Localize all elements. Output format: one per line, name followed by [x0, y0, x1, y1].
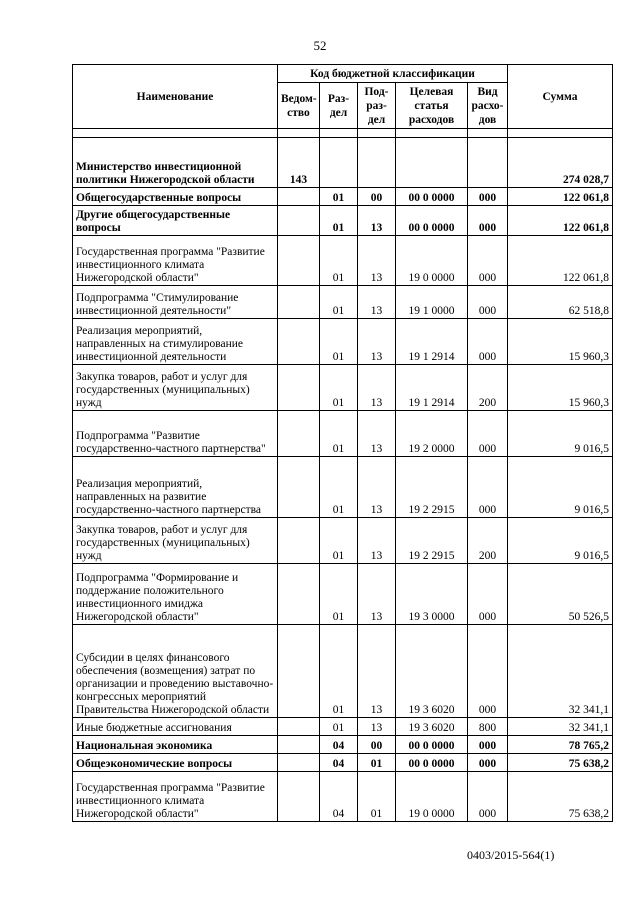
row-vedomstvo [278, 236, 320, 286]
row-expense-type: 000 [468, 411, 508, 457]
row-vedomstvo [278, 286, 320, 319]
row-expense-type: 200 [468, 518, 508, 564]
row-vedomstvo [278, 754, 320, 772]
row-expense-type: 800 [468, 718, 508, 736]
row-razdel: 01 [320, 236, 358, 286]
row-razdel: 04 [320, 772, 358, 822]
row-podrazdel: 13 [358, 457, 396, 518]
row-vedomstvo [278, 518, 320, 564]
row-sum: 62 518,8 [508, 286, 613, 319]
row-sum: 50 526,5 [508, 564, 613, 625]
row-sum: 32 341,1 [508, 718, 613, 736]
document-code: 0403/2015-564(1) [467, 848, 555, 862]
row-name: Общегосударственные вопросы [73, 188, 278, 206]
row-target-article: 19 3 6020 [396, 718, 468, 736]
header-sum: Сумма [508, 65, 613, 129]
row-expense-type [468, 138, 508, 188]
row-vedomstvo: 143 [278, 138, 320, 188]
row-name: Закупка товаров, работ и услуг для государственных (муниципальных) нужд [73, 365, 278, 411]
row-name: Реализация мероприятий, направленных на стимулирование инвестиционной деятельности [73, 319, 278, 365]
row-name: Иные бюджетные ассигнования [73, 718, 278, 736]
row-podrazdel: 00 [358, 736, 396, 754]
row-sum: 122 061,8 [508, 206, 613, 236]
row-expense-type: 000 [468, 236, 508, 286]
row-vedomstvo [278, 736, 320, 754]
row-sum: 75 638,2 [508, 772, 613, 822]
row-vedomstvo [278, 188, 320, 206]
row-expense-type: 000 [468, 457, 508, 518]
row-razdel: 01 [320, 564, 358, 625]
row-razdel [320, 138, 358, 188]
row-name: Подпрограмма "Стимулирование инвестиционной деятельности" [73, 286, 278, 319]
row-podrazdel: 13 [358, 564, 396, 625]
row-name: Субсидии в целях финансового обеспечения (возмещения) затрат по организации и проведению выставочно-конгрессных мероприятий Правительства Нижегородской области [73, 625, 278, 718]
row-target-article: 00 0 0000 [396, 188, 468, 206]
header-expense-type: Вид расхо-дов [468, 83, 508, 129]
row-name: Подпрограмма "Формирование и поддержание положительного инвестиционного имиджа Нижегородской области" [73, 564, 278, 625]
row-target-article: 19 0 0000 [396, 772, 468, 822]
row-name: Другие общегосударственные вопросы [73, 206, 278, 236]
row-razdel: 01 [320, 319, 358, 365]
row-target-article: 00 0 0000 [396, 206, 468, 236]
row-sum: 75 638,2 [508, 754, 613, 772]
row-target-article [396, 138, 468, 188]
table-row [73, 718, 613, 736]
row-podrazdel: 13 [358, 286, 396, 319]
row-vedomstvo [278, 206, 320, 236]
table-row [73, 411, 613, 457]
row-sum: 9 016,5 [508, 411, 613, 457]
table-row [73, 236, 613, 286]
table-row [73, 365, 613, 411]
row-sum: 9 016,5 [508, 457, 613, 518]
row-podrazdel: 01 [358, 772, 396, 822]
row-target-article: 19 2 0000 [396, 411, 468, 457]
row-sum: 122 061,8 [508, 236, 613, 286]
row-expense-type: 000 [468, 286, 508, 319]
row-target-article: 19 2 2915 [396, 518, 468, 564]
header-podrazdel: Под-раз-дел [358, 83, 396, 129]
row-name: Государственная программа "Развитие инвестиционного климата Нижегородской области" [73, 772, 278, 822]
row-name: Национальная экономика [73, 736, 278, 754]
row-sum: 15 960,3 [508, 319, 613, 365]
row-vedomstvo [278, 365, 320, 411]
row-expense-type: 000 [468, 188, 508, 206]
row-vedomstvo [278, 625, 320, 718]
row-razdel: 01 [320, 411, 358, 457]
table-row [73, 138, 613, 188]
row-sum: 122 061,8 [508, 188, 613, 206]
row-expense-type: 000 [468, 319, 508, 365]
table-row [73, 564, 613, 625]
row-sum: 9 016,5 [508, 518, 613, 564]
row-sum: 78 765,2 [508, 736, 613, 754]
row-target-article: 19 3 0000 [396, 564, 468, 625]
table-row [73, 772, 613, 822]
row-sum: 32 341,1 [508, 625, 613, 718]
row-expense-type: 200 [468, 365, 508, 411]
row-razdel: 01 [320, 518, 358, 564]
table-row [73, 286, 613, 319]
row-podrazdel: 13 [358, 718, 396, 736]
table-row [73, 188, 613, 206]
row-expense-type: 000 [468, 754, 508, 772]
row-razdel: 04 [320, 736, 358, 754]
row-target-article: 19 3 6020 [396, 625, 468, 718]
row-podrazdel: 00 [358, 188, 396, 206]
row-name: Реализация мероприятий, направленных на развитие государственно-частного партнерства [73, 457, 278, 518]
row-expense-type: 000 [468, 772, 508, 822]
row-podrazdel: 13 [358, 206, 396, 236]
table-row [73, 319, 613, 365]
row-target-article: 19 0 0000 [396, 236, 468, 286]
row-name: Общеэкономические вопросы [73, 754, 278, 772]
row-target-article: 00 0 0000 [396, 736, 468, 754]
row-razdel: 01 [320, 188, 358, 206]
header-vedomstvo: Ведом-ство [278, 83, 320, 129]
row-podrazdel: 13 [358, 365, 396, 411]
row-expense-type: 000 [468, 206, 508, 236]
row-podrazdel: 13 [358, 236, 396, 286]
table-row [73, 206, 613, 236]
row-razdel: 01 [320, 625, 358, 718]
table-row [73, 736, 613, 754]
row-name: Закупка товаров, работ и услуг для государственных (муниципальных) нужд [73, 518, 278, 564]
row-razdel: 04 [320, 754, 358, 772]
header-target-article: Целевая статья расходов [396, 83, 468, 129]
budget-table [72, 64, 613, 822]
row-target-article: 19 1 2914 [396, 365, 468, 411]
row-razdel: 01 [320, 718, 358, 736]
header-name: Наименование [73, 65, 278, 129]
row-name: Государственная программа "Развитие инвестиционного климата Нижегородской области" [73, 236, 278, 286]
table-row [73, 625, 613, 718]
row-vedomstvo [278, 718, 320, 736]
row-name: Министерство инвестиционной политики Нижегородской области [73, 138, 278, 188]
row-vedomstvo [278, 319, 320, 365]
table-row [73, 754, 613, 772]
row-vedomstvo [278, 564, 320, 625]
row-podrazdel [358, 138, 396, 188]
row-razdel: 01 [320, 286, 358, 319]
row-podrazdel: 13 [358, 411, 396, 457]
row-name: Подпрограмма "Развитие государственно-частного партнерства" [73, 411, 278, 457]
row-expense-type: 000 [468, 736, 508, 754]
row-vedomstvo [278, 457, 320, 518]
row-razdel: 01 [320, 365, 358, 411]
row-target-article: 19 2 2915 [396, 457, 468, 518]
row-razdel: 01 [320, 457, 358, 518]
table-row [73, 457, 613, 518]
header-razdel: Раз-дел [320, 83, 358, 129]
row-razdel: 01 [320, 206, 358, 236]
spacer-row [73, 129, 613, 138]
row-target-article: 19 1 2914 [396, 319, 468, 365]
row-vedomstvo [278, 411, 320, 457]
row-podrazdel: 13 [358, 319, 396, 365]
row-expense-type: 000 [468, 625, 508, 718]
row-sum: 274 028,7 [508, 138, 613, 188]
row-expense-type: 000 [468, 564, 508, 625]
header-budget-code: Код бюджетной классификации [278, 65, 508, 83]
row-target-article: 19 1 0000 [396, 286, 468, 319]
table-row [73, 518, 613, 564]
row-podrazdel: 01 [358, 754, 396, 772]
row-podrazdel: 13 [358, 518, 396, 564]
row-vedomstvo [278, 772, 320, 822]
row-podrazdel: 13 [358, 625, 396, 718]
row-target-article: 00 0 0000 [396, 754, 468, 772]
row-sum: 15 960,3 [508, 365, 613, 411]
page-number: 52 [313, 38, 327, 53]
